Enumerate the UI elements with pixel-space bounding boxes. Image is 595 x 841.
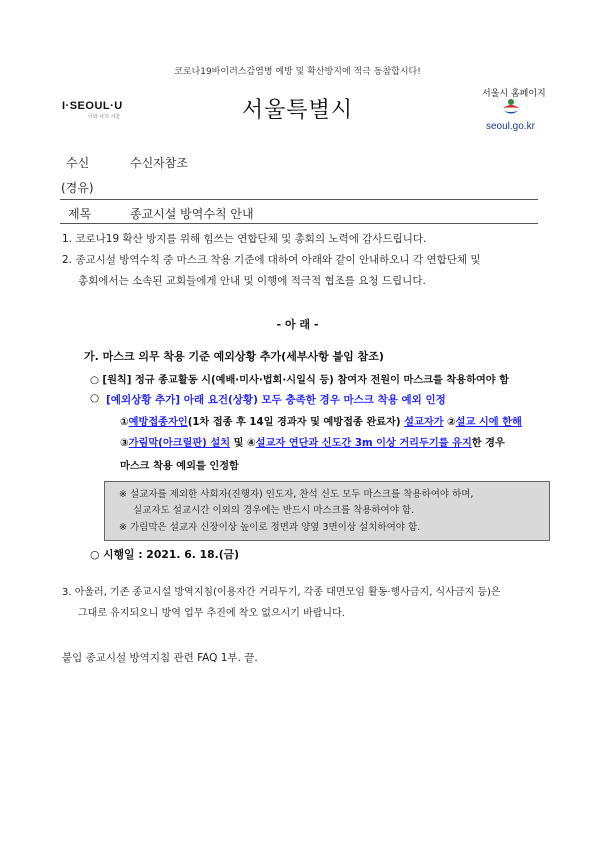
condition-1-number: ①	[120, 417, 129, 428]
seoul-emblem-icon	[500, 98, 522, 118]
note-box	[104, 481, 550, 541]
homepage-url[interactable]: seoul.go.kr	[486, 121, 535, 132]
condition-and: 및	[233, 438, 244, 449]
condition-result: 마스크 착용 예외를 인정함	[120, 461, 239, 472]
condition-4-text: 설교자 연단과 신도간 3m 이상 거리두기를 유지	[255, 438, 472, 449]
note-1-line-2: 실교자도 설교시간 이외의 경우에는 반드시 마스크를 착용하여야 함.	[133, 505, 415, 516]
condition-1-speaker: 설교자가	[404, 417, 444, 428]
condition-2-text: 설교 시에 한해	[455, 417, 522, 428]
header-divider-bottom	[60, 223, 538, 224]
section-a-heading: 가. 마스크 의무 착용 기준 예외상황 추가(세부사항 붙임 참조)	[84, 350, 384, 363]
condition-3-text: 가림막(아크릴판) 설치	[128, 438, 231, 449]
paragraph-3-line-2: 그대로 유지되오니 방역 업무 추진에 착오 없으시기 바랍니다.	[78, 608, 345, 619]
paragraph-1: 1. 코로나19 확산 방지를 위해 힘쓰는 연합단체 및 총회의 노력에 감사드립니다.	[62, 233, 427, 245]
condition-4-number: ④	[247, 438, 256, 449]
subject-value: 종교시설 방역수칙 안내	[130, 207, 254, 221]
homepage-label: 서울시 홈페이지	[482, 89, 546, 99]
principle-item: ○ [원칙] 정규 종교활동 시(예배·미사·법회·시일식 등) 참여자 전원이 마스크를 착용하여야 함	[90, 375, 510, 386]
organization-name: 서울특별시	[241, 98, 354, 123]
condition-2-number: ②	[447, 417, 456, 428]
note-1-line-1: ※ 설교자를 제외한 사회자(진행자) 인도자, 찬석 신도 모두 마스크를 착용하여야 하며,	[119, 489, 474, 500]
campaign-slogan: 코로나19바이러스감염병 예방 및 확산방지에 적극 동참합시다!	[174, 67, 421, 77]
recipient-label: 수신	[66, 156, 90, 170]
subject-label: 제목	[68, 207, 92, 221]
recipient-value: 수신자참조	[130, 156, 188, 170]
header-divider-top	[60, 199, 538, 200]
i-seoul-u-logo: I·SEOUL·U	[62, 100, 123, 112]
paragraph-2-line-2: 총회에서는 소속된 교회들에게 안내 및 이행에 적극적 협조를 요청 드립니다.	[78, 275, 426, 287]
note-2: ※ 가림막은 설교자 신장이상 높이로 정면과 양옆 3면이상 설치하여야 함.	[119, 522, 421, 533]
condition-3-line	[120, 434, 505, 449]
condition-3-number: ③	[120, 438, 129, 449]
condition-4-tail: 한 경우	[471, 438, 505, 449]
below-heading: - 아 래 -	[276, 318, 319, 331]
exception-heading: [예외상황 추가] 아래 요건(상황) 모두 충족한 경우 마스크 착용 예외 인정	[106, 394, 446, 406]
condition-1-detail: (1차 접종 후 14일 경과자 및 예방접종 완료자)	[187, 417, 401, 428]
paragraph-3-line-1: 3. 아울러, 기존 종교시설 방역지침(이용자간 거리두기, 각종 대면모임 활동·행사금지, 식사금지 등)은	[62, 587, 501, 598]
condition-1-line	[120, 413, 522, 428]
exception-bullet: ○	[90, 392, 100, 404]
paragraph-2-line-1: 2. 종교시설 방역수칙 중 마스크 착용 기준에 대하여 아래와 같이 안내하오니 각 연합단체 및	[62, 254, 481, 266]
condition-1-vaccinated: 예방접종자인	[128, 417, 188, 428]
attachment-note: 붙임 종교시설 방역지침 관련 FAQ 1부. 끝.	[62, 652, 258, 664]
logo-subtext: 너와 나의 서울	[88, 114, 121, 120]
via-label: (경유)	[61, 181, 94, 195]
effective-date: ○ 시행일 : 2021. 6. 18.(금)	[90, 548, 240, 561]
